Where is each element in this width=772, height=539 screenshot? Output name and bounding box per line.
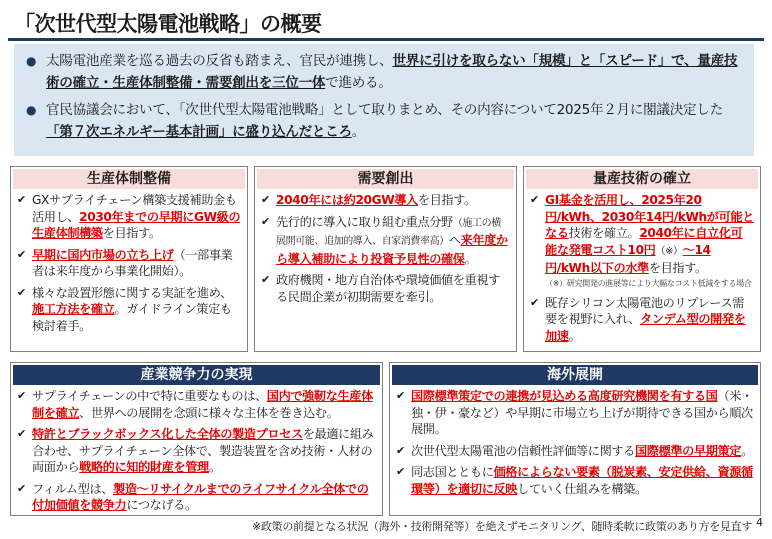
- box-items: [255, 189, 516, 305]
- box-title: 海外展開: [392, 365, 758, 385]
- plain-text: を最適に組み合わせ、サプライチェーン全体で、製造装置を含め技術・人材の両面から: [32, 427, 374, 474]
- box-items: [524, 189, 760, 344]
- plain-text: 同志国とともに: [411, 465, 494, 479]
- item-text: [32, 481, 376, 514]
- plain-text: 、世界への展開を念頭に様々な主体を巻き込む。: [79, 405, 339, 420]
- plain-text: フィルム型は、: [32, 481, 114, 496]
- plain-text: していく仕組みを構築。: [517, 481, 647, 496]
- item-text: [32, 247, 241, 280]
- plain-text: サプライチェーンの中で特に重要なものは、: [32, 389, 267, 403]
- plain-text: 。: [208, 460, 221, 474]
- check-icon: ✔: [17, 285, 26, 299]
- list-item: [17, 481, 376, 514]
- highlight-text: 早期に国内市場の立ち上げ: [32, 247, 174, 262]
- plain-text: 次世代型太陽電池の信頼性評価等に関する: [411, 443, 635, 458]
- list-item: [396, 443, 754, 460]
- highlight-text: タンデム型の開発を加速: [545, 312, 746, 343]
- highlight-text: 国際標準策定での連携が見込める高度研究機関を有する国: [411, 389, 718, 403]
- plain-text: 様々な設置形態に関する実証を進め、: [32, 285, 232, 300]
- plain-text: GXサプライチェーン構築支援補助金も活用し、: [32, 193, 237, 224]
- list-item: [396, 464, 754, 497]
- list-item: [17, 192, 241, 242]
- item-text: [32, 388, 376, 421]
- plain-text: 。: [351, 124, 366, 140]
- plain-text: を目指す。: [417, 193, 476, 207]
- list-item: [530, 295, 754, 345]
- plain-text: 官民協議会において、「次世代型太陽電池戦略」として取りまとめ、その内容について2025年２月に閣議決定した: [46, 102, 723, 118]
- highlight-text: ～14円/kWh以下の水準: [545, 242, 711, 275]
- item-text: [276, 214, 510, 268]
- emphasis-text: 世界に引けを取らない「規模」と「スピード」で、量産技術の確立・生産体制整備・需要創出を三位一体: [46, 53, 738, 91]
- plain-text: へ: [448, 233, 461, 247]
- emphasis-text: 「第７次エネルギー基本計画」に盛り込んだところ: [46, 124, 352, 140]
- check-icon: ✔: [530, 295, 539, 309]
- item-text: [276, 272, 510, 305]
- check-icon: ✔: [17, 389, 26, 402]
- list-item: [17, 388, 376, 421]
- page-title: 「次世代型太陽電池戦略」の概要: [14, 12, 322, 36]
- check-icon: ✔: [17, 247, 26, 261]
- plain-text: （米・独・伊・豪など）や早期に市場立ち上げが期待できる国から順次展開。: [411, 389, 753, 436]
- item-text: [411, 464, 754, 497]
- highlight-text: 2030年までの早期にGW級の生産体制構築: [32, 209, 241, 240]
- item-text: [411, 443, 753, 460]
- check-icon: ✔: [17, 193, 26, 206]
- box-items: [11, 189, 247, 334]
- box-demand: [254, 166, 517, 352]
- plain-text: （※）: [655, 245, 683, 257]
- box-title: 量産技術の確立: [526, 169, 758, 189]
- cost-note: （※）研究開発の進展等により大幅なコスト低減をする場合: [545, 278, 752, 288]
- highlight-text: 来年度から導入補助により投資予見性の確保: [276, 233, 508, 266]
- bullet-icon: ●: [26, 103, 37, 117]
- highlight-text: 製造～リサイクルまでのライフサイクル全体での付加価値を競争力: [32, 481, 369, 512]
- check-icon: ✔: [261, 193, 270, 206]
- highlight-text: 国内で強靭な生産体制を確立: [32, 389, 373, 420]
- highlight-text: 国際標準の早期策定: [634, 443, 742, 458]
- highlight-text: 2040年に自立化可能な発電コスト10円: [545, 226, 743, 257]
- page-number: 4: [756, 516, 763, 529]
- box-items: [390, 385, 760, 497]
- plain-text: 技術を確立。: [568, 226, 640, 240]
- item-text: [545, 192, 754, 277]
- check-icon: ✔: [17, 481, 26, 495]
- box-items: [11, 385, 382, 514]
- plain-text: につなげる。: [126, 498, 197, 512]
- box-production: [10, 166, 248, 352]
- plain-text: 。: [568, 328, 581, 343]
- plain-text: 先行的に導入に取り組む重点分野: [276, 214, 453, 229]
- list-item: [17, 247, 241, 280]
- plain-text: （一部事業者は来年度から事業化開始）。: [32, 247, 233, 278]
- summary-item: [26, 50, 742, 94]
- box-title: 生産体制整備: [13, 169, 245, 189]
- check-icon: ✔: [261, 273, 270, 286]
- plain-text: 。: [741, 443, 753, 458]
- check-icon: ✔: [396, 389, 405, 402]
- highlight-text: GI基金を活用し、2025年20円/kWh、2030年14円/kWhが可能となる: [545, 193, 754, 240]
- highlight-text: 価格によらない要素（脱炭素、安定供給、資源循環等）を適切に反映: [411, 465, 753, 496]
- plain-text: 。: [464, 251, 477, 266]
- plain-text: を目指す。: [648, 261, 707, 275]
- plain-text: 政府機関・地方自治体や環境価値を重視する民間企業が初期需要を牽引。: [276, 273, 500, 304]
- plain-text: 太陽電池産業を巡る過去の反省も踏まえ、官民が連携し、: [46, 53, 393, 69]
- box-title: 産業競争力の実現: [13, 365, 380, 385]
- item-text: [276, 192, 476, 209]
- summary-text: [46, 99, 742, 143]
- title-rule: [8, 38, 764, 41]
- list-item: [261, 272, 510, 305]
- item-text: [32, 285, 241, 335]
- highlight-text: 施工方法を確立: [32, 302, 115, 316]
- item-text: [32, 426, 376, 476]
- plain-text: 既存シリコン太陽電池のリプレース需要を視野に入れ、: [545, 295, 745, 326]
- check-icon: ✔: [396, 443, 405, 457]
- highlight-text: 戦略的に知的財産を管理: [79, 460, 209, 474]
- plain-text: で進める。: [325, 75, 392, 91]
- list-item: [261, 192, 510, 209]
- box-title: 需要創出: [257, 169, 514, 189]
- item-text: [545, 295, 754, 345]
- check-icon: ✔: [530, 193, 539, 206]
- list-item: [17, 285, 241, 335]
- list-item: [396, 388, 754, 438]
- plain-text: （施工の横展開可能、追加的導入、自家消費率高）: [276, 217, 501, 247]
- plain-text: を目指す。: [102, 226, 161, 240]
- summary-text: [46, 50, 742, 94]
- bullet-icon: ●: [26, 54, 37, 68]
- plain-text: 。ガイドライン策定も検討着手。: [32, 302, 232, 333]
- list-item: [17, 426, 376, 476]
- box-mass-production: [523, 166, 761, 352]
- highlight-text: 特許とブラックボックス化した全体の製造プロセス: [32, 427, 303, 441]
- item-text: [32, 192, 241, 242]
- summary-panel: [14, 44, 754, 156]
- box-competitiveness: [10, 362, 383, 516]
- list-item: [261, 214, 510, 268]
- box-overseas: [389, 362, 761, 516]
- highlight-text: 2040年には約20GW導入: [276, 193, 418, 207]
- summary-item: [26, 99, 742, 143]
- footnote: ※政策の前提となる状況（海外・技術開発等）を絶えずモニタリング、随時柔軟に政策のあり方を見直す: [252, 520, 753, 533]
- check-icon: ✔: [17, 427, 26, 440]
- check-icon: ✔: [396, 465, 405, 478]
- list-item: [530, 192, 754, 277]
- check-icon: ✔: [261, 214, 270, 228]
- item-text: [411, 388, 754, 438]
